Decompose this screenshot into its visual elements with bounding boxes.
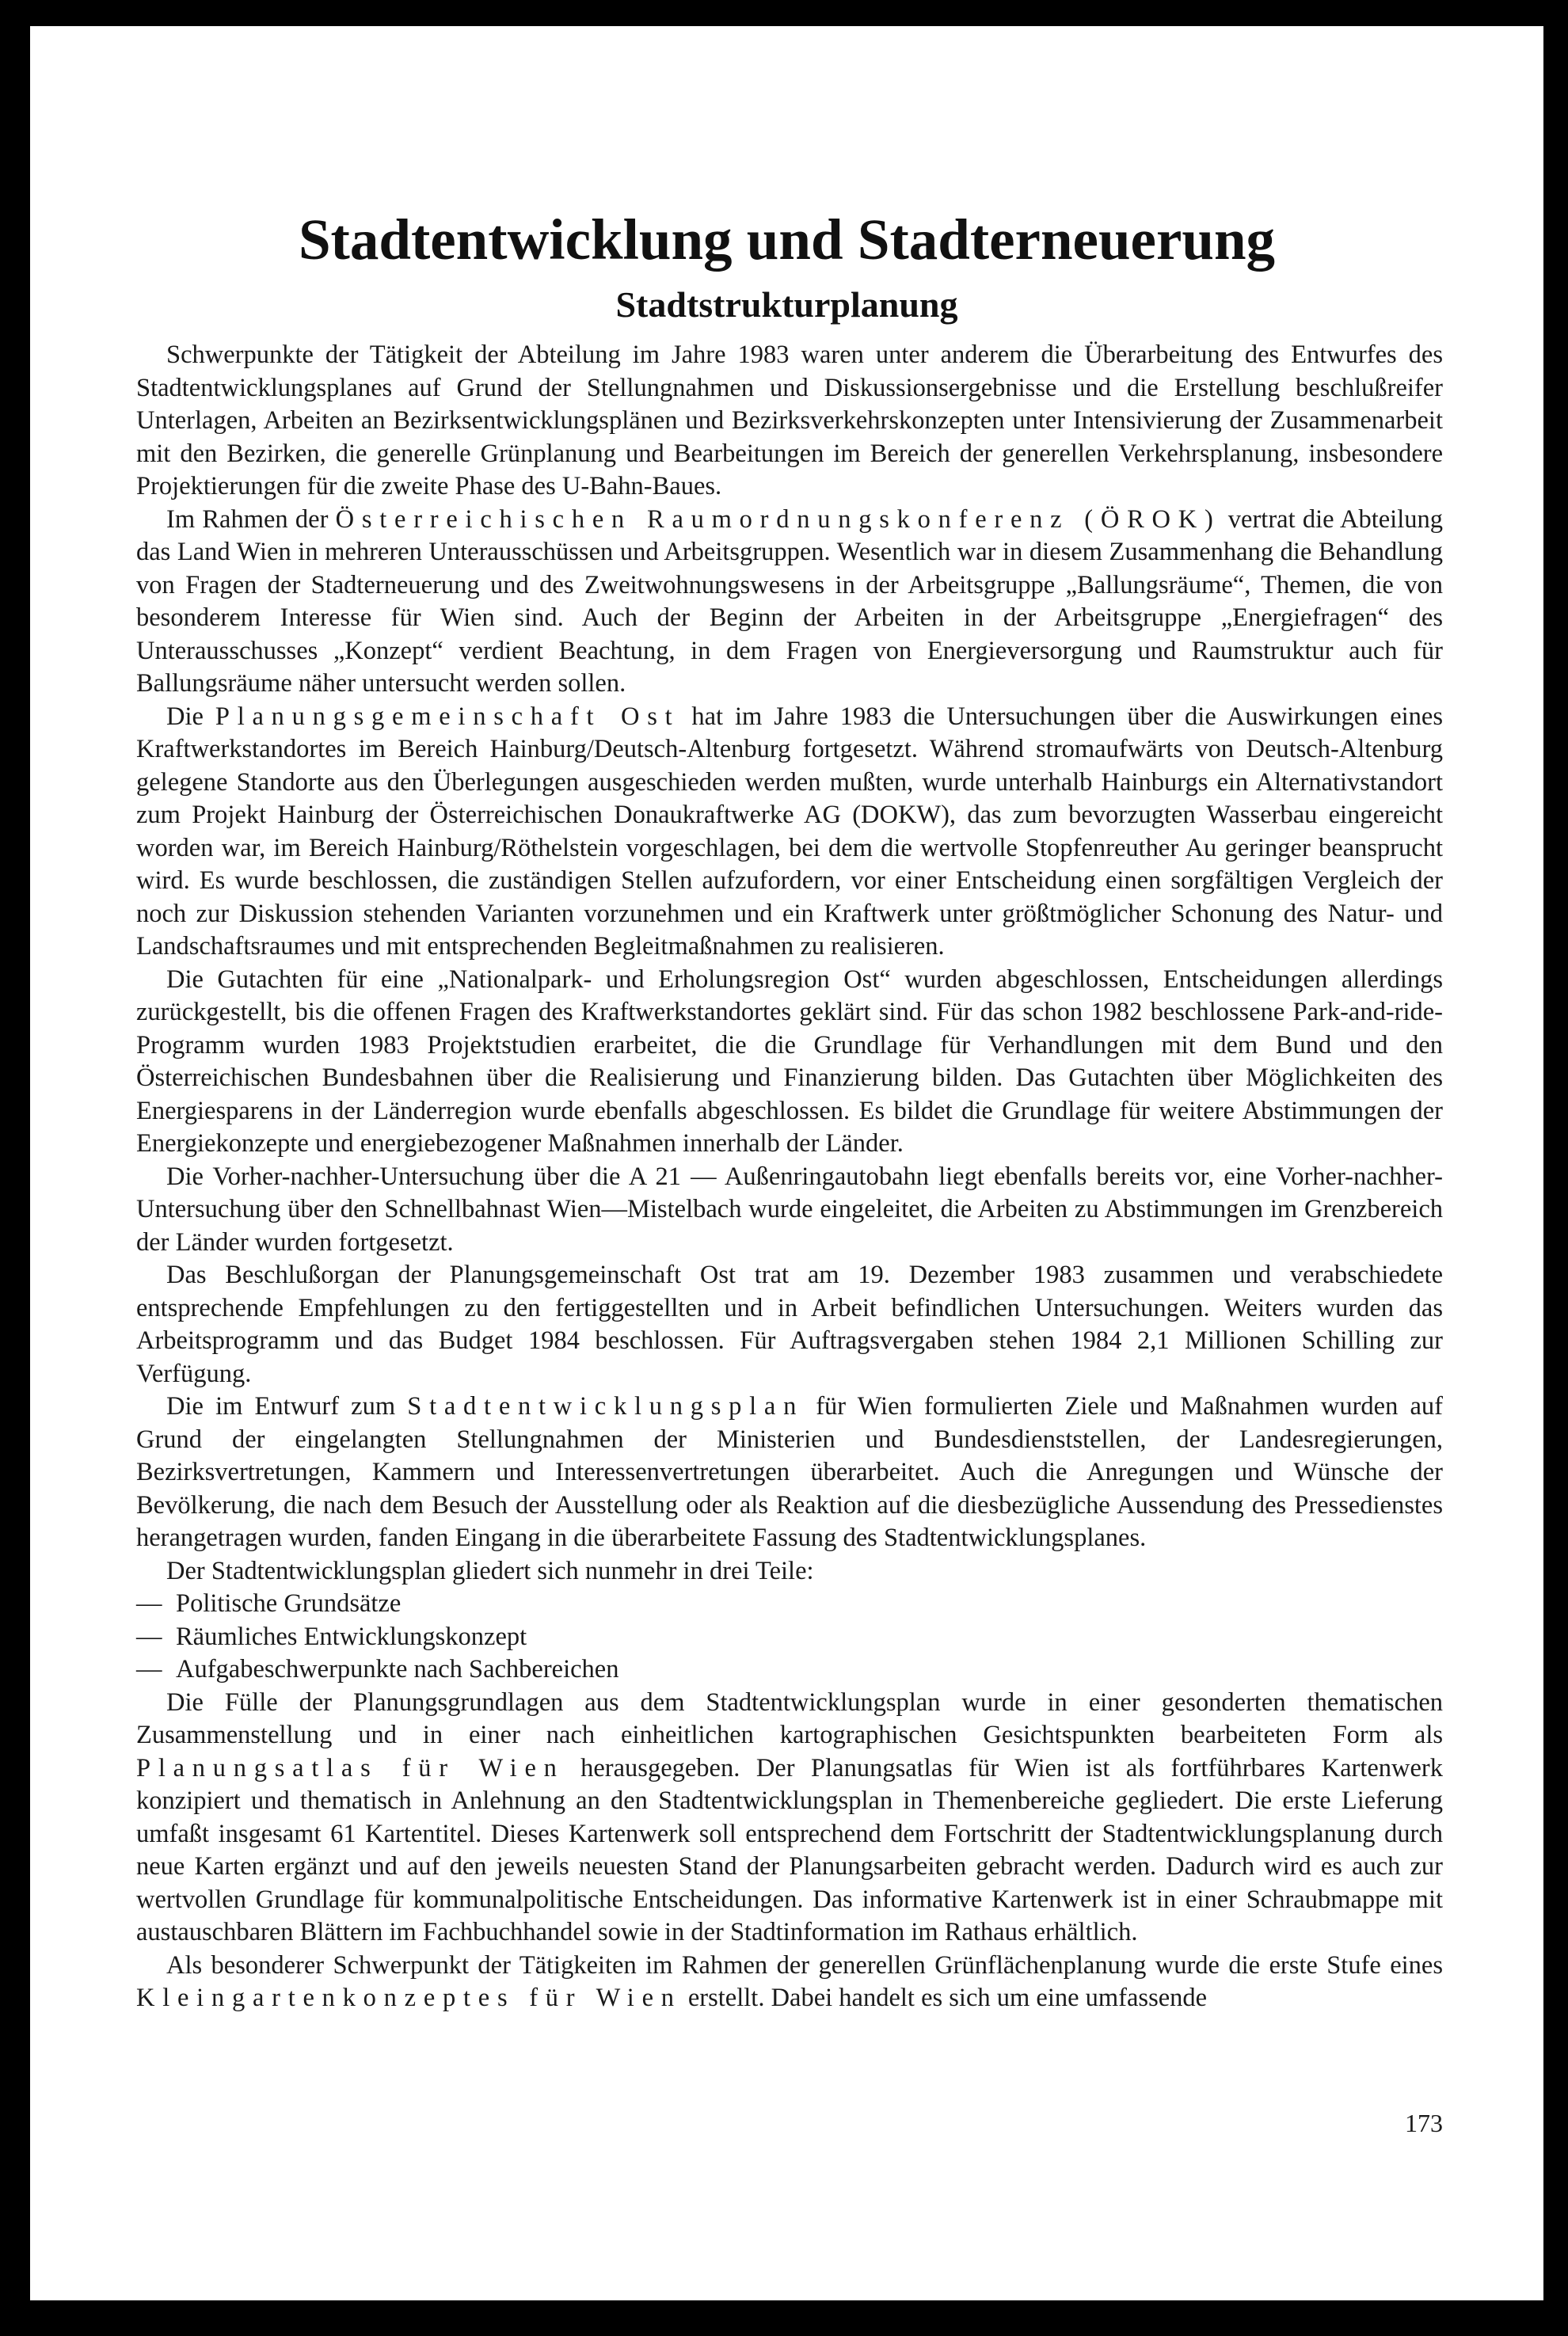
paragraph-3 (136, 701, 1443, 964)
paragraph-7-post: für Wien formulierten Ziele und Maßnahmen wurden auf Grund der eingelangten Stellungnahmen der Ministerien und Bundesdienststellen, der Landesregierungen, Bezirksvertretungen, Kammern und Interessenvertretungen überarbeitet. Auch die Anregungen und Wünsche der Bevölkerung, die nach dem Besuch der Ausstellung oder als Reaktion auf die diesbezügliche Aussendung des Pressedienstes herangetragen wurden, fanden Eingang in die überarbeitete Fassung des Stadtentwicklungsplanes. (136, 1392, 1443, 1552)
paragraph-8: Der Stadtentwicklungsplan gliedert sich nunmehr in drei Teile: (166, 1556, 814, 1585)
page-title: Stadtentwicklung und Stadterneuerung (298, 207, 1276, 272)
paragraph-2-post: vertrat die Abteilung das Land Wien in mehreren Unterausschüssen und Arbeitsgruppen. Wesentlich war in diesem Zusammenhang die Behandlung von Fragen der Stadterneuerung und des Zweitwohnungswesens in der Arbeitsgruppe „Ballungsräume“, Themen, die von besonderem Interesse für Wien sind. Auch der Beginn der Arbeiten in der Arbeitsgruppe „Energiefragen“ des Unterausschusses „Konzept“ verdient Beachtung, in dem Fragen von Energieversorgung und Raumstruktur auch für Ballungsräume näher untersucht werden sollen. (136, 504, 1443, 698)
paragraph-7 (136, 1391, 1443, 1555)
paragraph-1: Schwerpunkte der Tätigkeit der Abteilung im Jahre 1983 waren unter anderem die Überarbeitung des Entwurfes des Stadtentwicklungsplanes auf Grund der Stellungnahmen und Diskussionsergebnisse und die Erstellung beschlußreifer Unterlagen, Arbeiten an Bezirksentwicklungsplänen und Bezirksverkehrskonzepten unter Intensivierung der Zusammenarbeit mit den Bezirken, die generelle Grünplanung und Bearbeitungen im Bereich der generellen Verkehrsplanung, insbesondere Projektierungen für die zweite Phase des U-Bahn-Baues. (136, 341, 1443, 500)
paragraph-10-pre: Als besonderer Schwerpunkt der Tätigkeiten im Rahmen der generellen Grünflächenplanung wurde die erste Stufe eines (166, 1950, 1443, 1980)
paragraph-9 (136, 1687, 1443, 1950)
list-dash: — (136, 1655, 162, 1684)
paragraph-6: Das Beschlußorgan der Planungsgemeinschaft Ost trat am 19. Dezember 1983 zusammen und verabschiedete entsprechende Empfehlungen zu den fertiggestellten und in Arbeit befindlichen Untersuchungen. Weiters wurden das Arbeitsprogramm und das Budget 1984 beschlossen. Für Auftragsvergaben stehen 1984 2,1 Millionen Schilling zur Verfügung. (136, 1261, 1443, 1388)
paragraph-2 (136, 504, 1443, 701)
paragraph-2-pre: Im Rahmen der (166, 504, 336, 534)
section-subtitle: Stadtstrukturplanung (615, 284, 958, 325)
paragraph-2-spaced-term: Österreichischen Raumordnungskonferenz (ÖROK) (335, 504, 1221, 534)
list-item (136, 1621, 1443, 1654)
paragraph-10-spaced-term: Kleingartenkonzeptes für Wien (136, 1984, 682, 2012)
paragraph-9-spaced-term: Planungsatlas für Wien (136, 1753, 565, 1782)
list-item-text: Aufgabeschwerpunkte nach Sachbereichen (176, 1655, 619, 1684)
paragraph-3-spaced-term: Planungsgemeinschaft Ost (215, 702, 680, 731)
body-text (136, 339, 1443, 2015)
paragraph-7-spaced-term: Stadtentwicklungsplan (407, 1392, 805, 1421)
list-item-text: Politische Grundsätze (176, 1589, 402, 1618)
list-dash: — (136, 1622, 162, 1651)
paragraph-10 (136, 1950, 1443, 2015)
document-page (30, 26, 1543, 2300)
list-item (136, 1653, 1443, 1687)
list-item (136, 1588, 1443, 1621)
paragraph-9-pre: Die Fülle der Planungsgrundlagen aus dem Stadtentwicklungsplan wurde in einer gesonderten thematischen Zusammenstellung und in einer nach einheitlichen kartographischen Gesichtspunkten bearbeiteten Form als (136, 1687, 1443, 1749)
list-dash: — (136, 1589, 162, 1618)
paragraph-5: Die Vorher-nachher-Untersuchung über die A 21 — Außenringautobahn liegt ebenfalls bereits vor, eine Vorher-nachher-Untersuchung über den Schnellbahnast Wien—Mistelbach wurde eingeleitet, die Arbeiten zu Abstimmungen im Grenzbereich der Länder wurden fortgesetzt. (136, 1162, 1443, 1257)
list-item-text: Räumliches Entwicklungskonzept (176, 1622, 527, 1651)
paragraph-9-post: herausgegeben. Der Planungsatlas für Wien ist als fortführbares Kartenwerk konzipiert und thematisch in Anlehnung an den Stadtentwicklungsplan in Themenbereiche gegliedert. Die erste Lieferung umfaßt insgesamt 61 Kartentitel. Dieses Kartenwerk soll entsprechend dem Fortschritt der Stadtentwicklungsplanung durch neue Karten ergänzt und auf den jeweils neuesten Stand der Planungsarbeiten gebracht werden. Dadurch wird es auch zur wertvollen Grundlage für kommunalpolitische Entscheidungen. Das informative Kartenwerk ist in einer Schraubmappe mit austauschbaren Blättern im Fachbuchhandel sowie in der Stadtinformation im Rathaus erhältlich. (136, 1753, 1444, 1946)
paragraph-10-post: erstellt. Dabei handelt es sich um eine umfassende (681, 1984, 1208, 2012)
paragraph-7-pre: Die im Entwurf zum (166, 1392, 408, 1421)
paragraph-4: Die Gutachten für eine „Nationalpark- und Erholungsregion Ost“ wurden abgeschlossen, Entscheidungen allerdings zurückgestellt, bis die offenen Fragen des Kraftwerkstandortes geklärt sind. Für das schon 1982 beschlossene Park-and-ride-Programm wurden 1983 Projektstudien erarbeitet, die die Grundlage für Verhandlungen mit dem Bund und den Österreichischen Bundesbahnen über die Realisierung und Finanzierung bilden. Das Gutachten über Möglichkeiten des Energiesparens in der Länderregion wurde ebenfalls abgeschlossen. Es bildet die Grundlage für weitere Abstimmungen der Energiekonzepte und energiebezogener Maßnahmen innerhalb der Länder. (136, 964, 1443, 1158)
paragraph-3-post: hat im Jahre 1983 die Untersuchungen über die Auswirkungen eines Kraftwerkstandortes im Bereich Hainburg/Deutsch-Altenburg fortgesetzt. Während stromaufwärts von Deutsch-Altenburg gelegene Standorte aus den Überlegungen ausgeschieden werden mußten, wurde unterhalb Hainburgs ein Alternativstandort zum Projekt Hainburg der Österreichischen Donaukraftwerke AG (DOKW), das zum bevorzugten Wasserbau eingereicht worden war, im Bereich Hainburg/Röthelstein vorgeschlagen, bei dem die wertvolle Stopfenreuther Au geringer beansprucht wird. Es wurde beschlossen, die zuständigen Stellen aufzufordern, vor einer Entscheidung einen sorgfältigen Vergleich der noch zur Diskussion stehenden Varianten vorzunehmen und ein Kraftwerk unter größtmöglicher Schonung des Natur- und Landschaftsraumes und mit entsprechenden Begleitmaßnahmen zu realisieren. (136, 702, 1443, 961)
page-number: 173 (1405, 2109, 1443, 2137)
paragraph-3-pre: Die (166, 702, 215, 731)
